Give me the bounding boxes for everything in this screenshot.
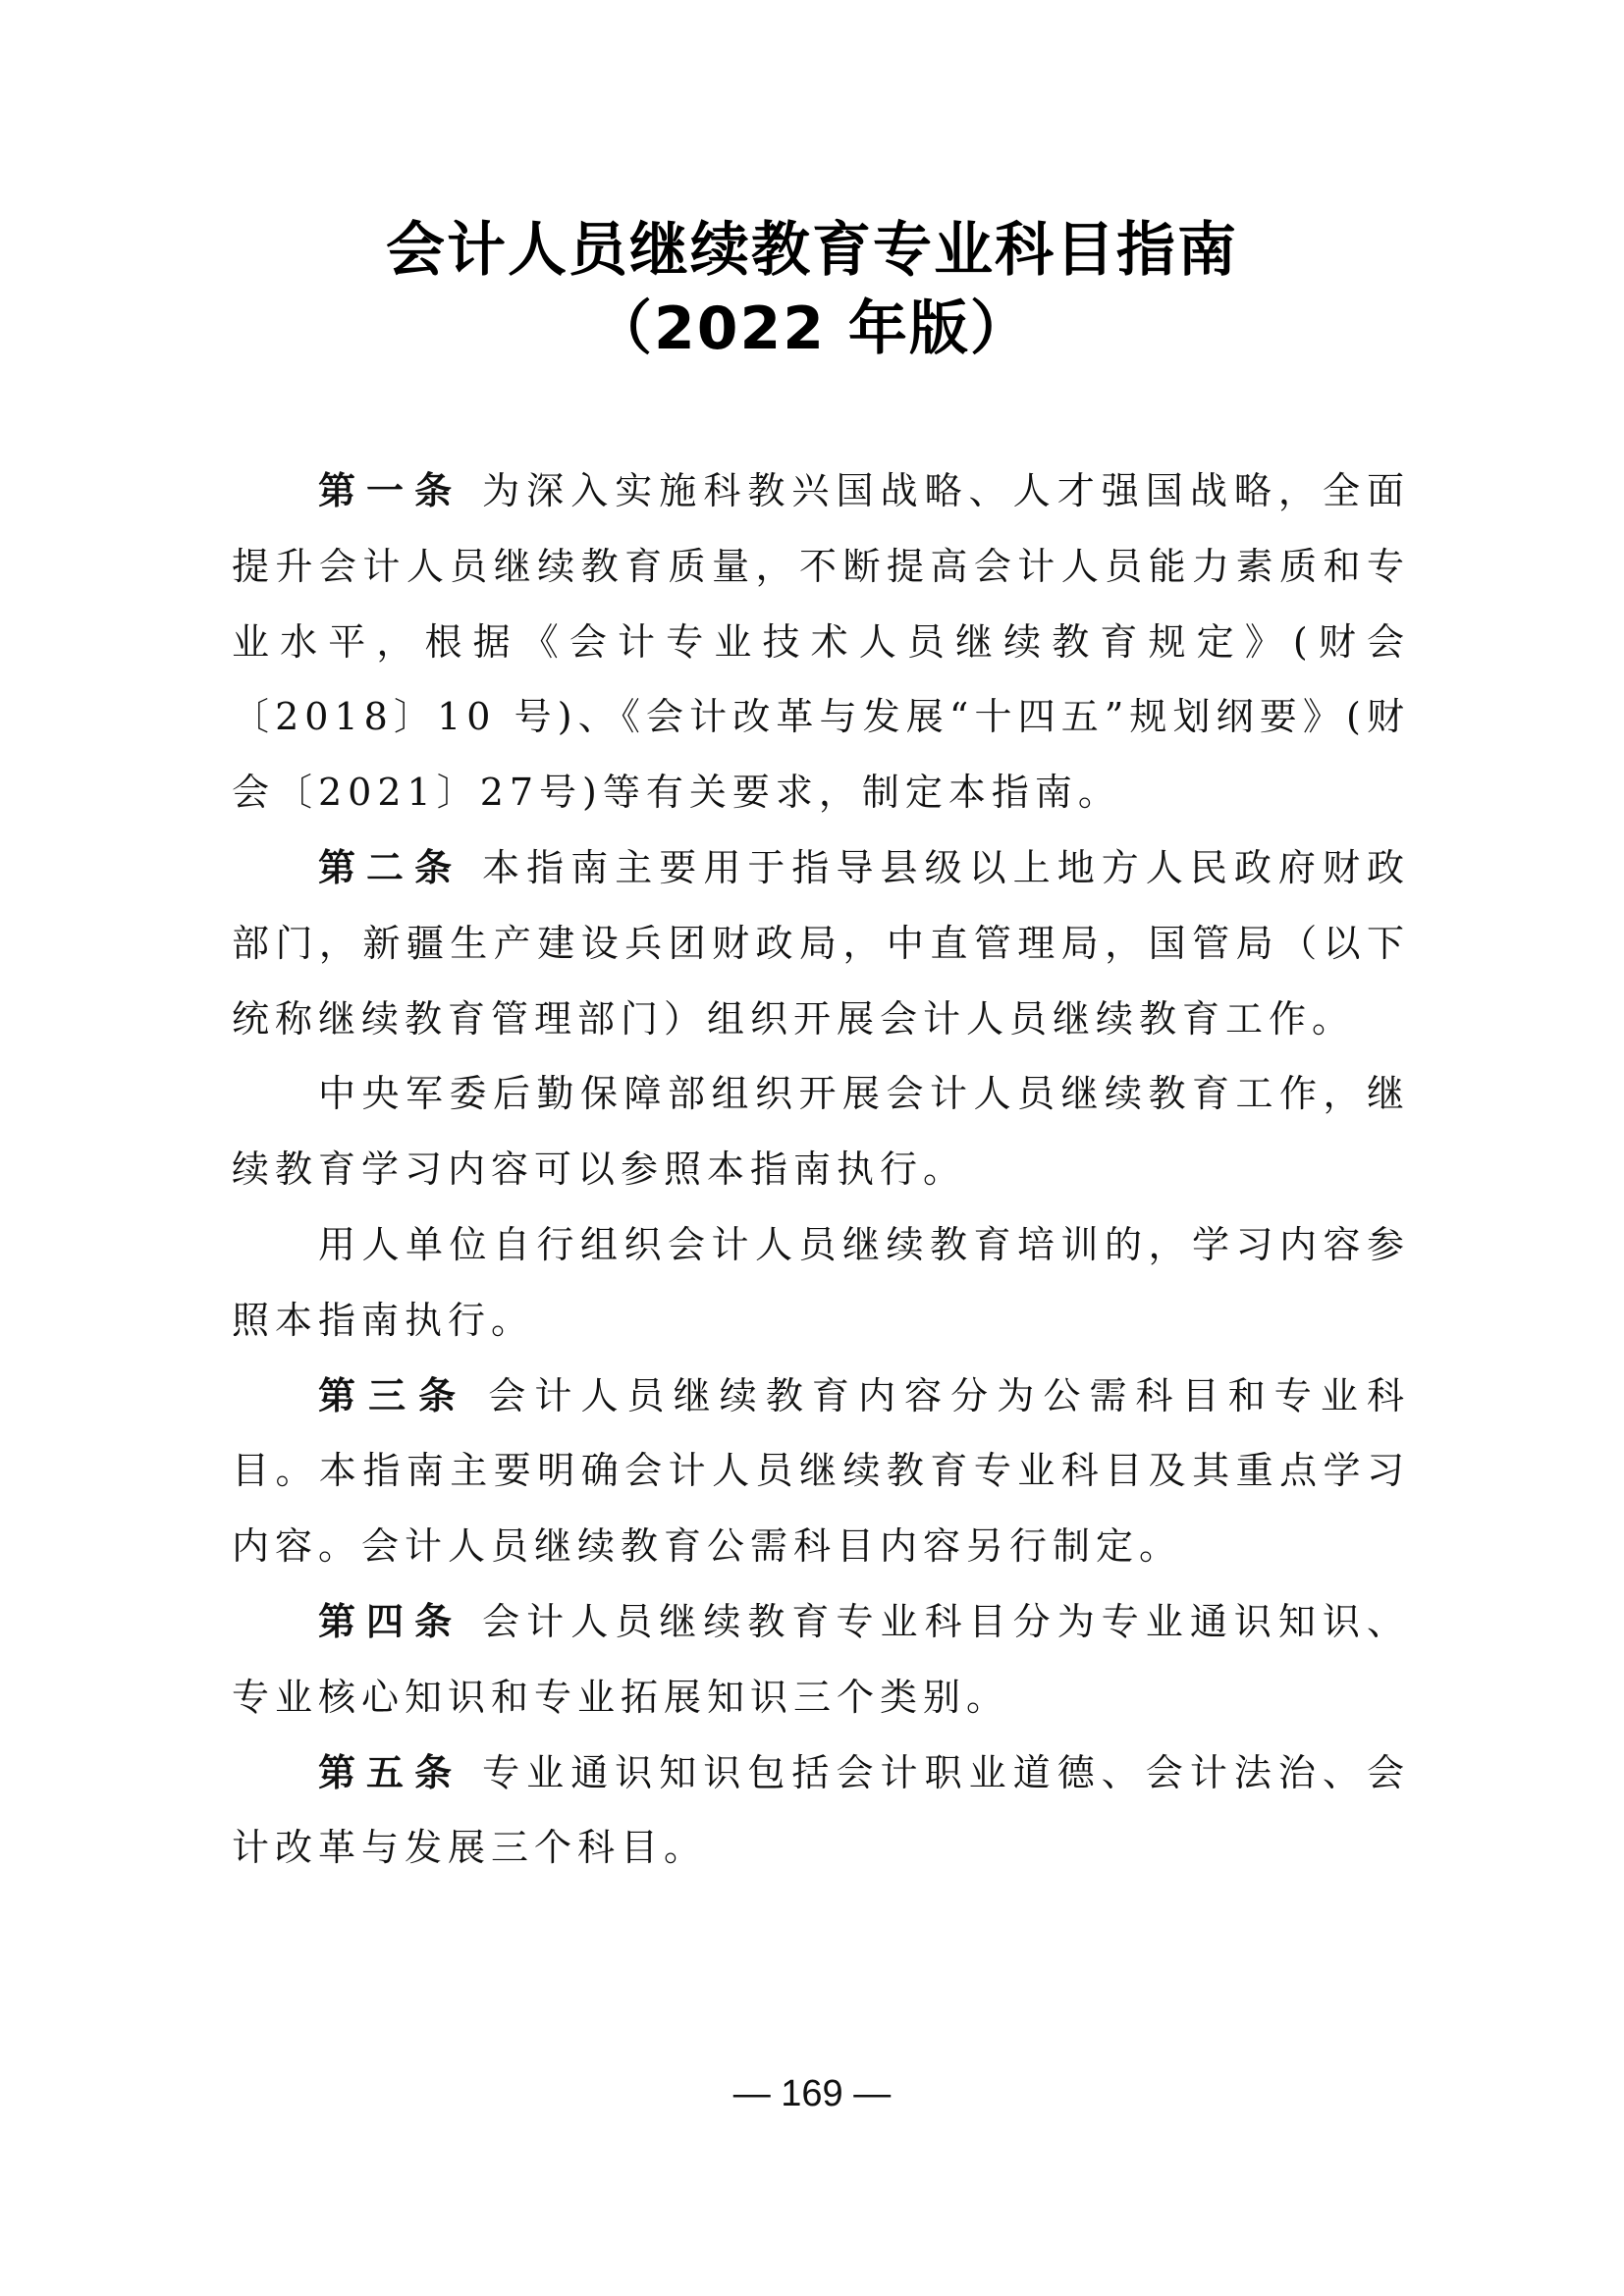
paragraph — [232, 1056, 1410, 1207]
paragraph — [232, 1207, 1410, 1359]
article-label: 第三条 — [318, 1373, 469, 1417]
article-label: 第二条 — [318, 845, 463, 889]
paragraph-text: 中央军委后勤保障部组织开展会计人员继续教育工作，继续教育学习内容可以参照本指南执行。 — [232, 1072, 1410, 1192]
article-2 — [232, 830, 1410, 1056]
document-title — [0, 211, 1624, 368]
page-number: — 169 — — [732, 2073, 892, 2114]
article-text: 会计人员继续教育专业科目分为专业通识知识、专业核心知识和专业拓展知识三个类别。 — [232, 1599, 1410, 1719]
article-label: 第一条 — [318, 469, 463, 512]
article-3 — [232, 1359, 1410, 1584]
article-label: 第四条 — [318, 1599, 463, 1643]
title-main: 会计人员继续教育专业科目指南 — [386, 216, 1238, 285]
article-text: 专业通识知识包括会计职业道德、会计法治、会计改革与发展三个科目。 — [232, 1750, 1410, 1870]
paragraph-text: 用人单位自行组织会计人员继续教育培训的，学习内容参照本指南执行。 — [232, 1222, 1410, 1342]
article-5 — [232, 1735, 1410, 1887]
article-1 — [232, 454, 1410, 830]
article-text: 为深入实施科教兴国战略、人才强国战略，全面提升会计人员继续教育质量，不断提高会计人员能力素质和专业水平，根据《会计专业技术人员继续教育规定》(财会〔2018〕10 号)、《会计改革与发展“十四五”规划纲要》(财会〔2021〕27号)等有关要求，制定本指南。 — [232, 469, 1410, 815]
article-label: 第五条 — [318, 1750, 463, 1794]
article-text: 会计人员继续教育内容分为公需科目和专业科目。本指南主要明确会计人员继续教育专业科目及其重点学习内容。会计人员继续教育公需科目内容另行制定。 — [232, 1373, 1410, 1569]
title-edition: （2022 年版） — [593, 294, 1031, 363]
document-body — [232, 454, 1410, 1886]
article-text: 本指南主要用于指导县级以上地方人民政府财政部门，新疆生产建设兵团财政局，中直管理局，国管局（以下统称继续教育管理部门）组织开展会计人员继续教育工作。 — [232, 845, 1410, 1041]
article-4 — [232, 1584, 1410, 1735]
